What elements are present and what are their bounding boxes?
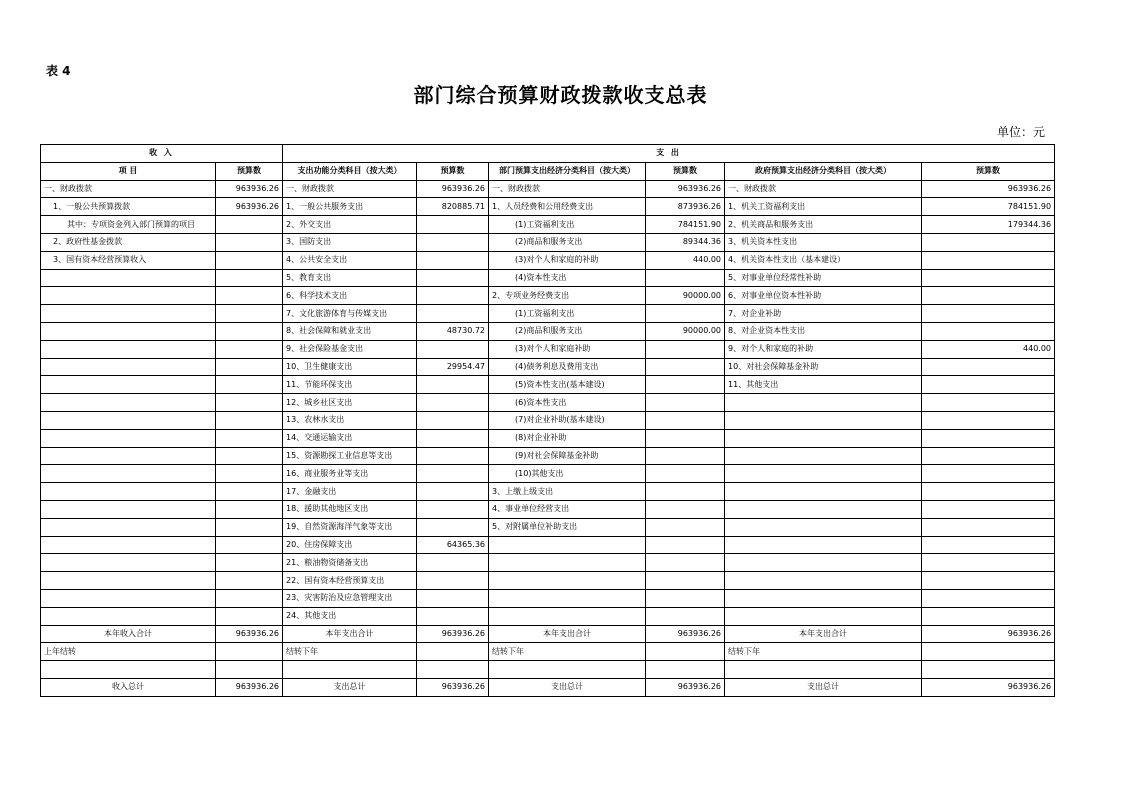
table-cell: 24、其他支出	[283, 607, 417, 625]
table-cell: 963936.26	[922, 625, 1055, 643]
table-cell: 963936.26	[216, 180, 283, 198]
table-cell	[417, 305, 489, 323]
table-cell: 820885.71	[417, 198, 489, 216]
table-cell: 12、城乡社区支出	[283, 394, 417, 412]
table-cell	[216, 233, 283, 251]
table-cell: 440.00	[922, 340, 1055, 358]
table-cell	[646, 661, 725, 679]
table-cell	[417, 411, 489, 429]
table-cell	[216, 358, 283, 376]
table-cell: 10、卫生健康支出	[283, 358, 417, 376]
table-cell	[41, 572, 216, 590]
table-cell	[417, 500, 489, 518]
table-cell: 963936.26	[417, 678, 489, 696]
table-cell	[41, 287, 216, 305]
table-cell	[646, 358, 725, 376]
table-cell	[725, 411, 922, 429]
table-cell	[216, 305, 283, 323]
table-cell: 784151.90	[646, 216, 725, 234]
table-cell	[922, 394, 1055, 412]
table-cell: 15、资源勘探工业信息等支出	[283, 447, 417, 465]
col-header-function-class: 支出功能分类科目（按大类）	[283, 162, 417, 180]
table-cell: (3)对个人和家庭补助	[489, 340, 646, 358]
table-row	[41, 536, 1055, 554]
table-cell	[417, 447, 489, 465]
table-cell: 90000.00	[646, 322, 725, 340]
column-header-row	[41, 162, 1055, 180]
table-cell	[216, 607, 283, 625]
table-cell: 2、机关商品和服务支出	[725, 216, 922, 234]
table-cell	[725, 465, 922, 483]
table-cell: 2、专项业务经费支出	[489, 287, 646, 305]
table-cell: 6、对事业单位资本性补助	[725, 287, 922, 305]
table-cell: 963936.26	[646, 625, 725, 643]
table-row	[41, 198, 1055, 216]
table-cell	[417, 394, 489, 412]
table-cell	[41, 518, 216, 536]
table-cell: 963936.26	[216, 678, 283, 696]
table-cell	[489, 536, 646, 554]
table-cell	[216, 661, 283, 679]
table-cell	[646, 429, 725, 447]
table-cell: (4)债务利息及费用支出	[489, 358, 646, 376]
col-header-budget: 预算数	[417, 162, 489, 180]
table-cell	[216, 394, 283, 412]
table-cell: 支出总计	[725, 678, 922, 696]
table-cell	[922, 269, 1055, 287]
table-cell	[417, 216, 489, 234]
expense-group-header: 支 出	[283, 145, 1055, 163]
table-cell	[725, 607, 922, 625]
table-cell	[922, 589, 1055, 607]
budget-summary-table	[40, 144, 1055, 697]
table-row	[41, 429, 1055, 447]
table-row	[41, 411, 1055, 429]
table-cell: (6)资本性支出	[489, 394, 646, 412]
table-cell	[41, 554, 216, 572]
table-cell	[646, 394, 725, 412]
table-cell	[922, 554, 1055, 572]
table-cell	[41, 411, 216, 429]
table-cell: 1、人员经费和公用经费支出	[489, 198, 646, 216]
table-cell: 3、上缴上级支出	[489, 483, 646, 501]
table-cell: 8、社会保障和就业支出	[283, 322, 417, 340]
table-cell: 963936.26	[417, 625, 489, 643]
table-cell	[417, 340, 489, 358]
table-cell	[417, 607, 489, 625]
income-group-header: 收 入	[41, 145, 283, 163]
table-cell	[417, 589, 489, 607]
table-cell: (3)对个人和家庭的补助	[489, 251, 646, 269]
table-cell	[216, 465, 283, 483]
table-cell	[41, 269, 216, 287]
table-cell: 上年结转	[41, 643, 216, 661]
table-cell	[41, 589, 216, 607]
table-cell	[41, 322, 216, 340]
table-row	[41, 233, 1055, 251]
table-cell: 2、政府性基金拨款	[41, 233, 216, 251]
table-row	[41, 518, 1055, 536]
table-cell	[417, 287, 489, 305]
table-row	[41, 287, 1055, 305]
table-cell	[646, 376, 725, 394]
table-cell: 11、节能环保支出	[283, 376, 417, 394]
table-cell	[216, 340, 283, 358]
table-cell	[216, 322, 283, 340]
table-cell	[725, 500, 922, 518]
table-row	[41, 180, 1055, 198]
table-row	[41, 447, 1055, 465]
table-cell: 结转下年	[283, 643, 417, 661]
table-cell	[725, 518, 922, 536]
table-row	[41, 269, 1055, 287]
table-cell: 48730.72	[417, 322, 489, 340]
table-cell: 4、事业单位经营支出	[489, 500, 646, 518]
table-cell	[216, 251, 283, 269]
table-cell	[41, 429, 216, 447]
table-row	[41, 340, 1055, 358]
group-header-row	[41, 145, 1055, 163]
table-cell	[41, 661, 216, 679]
table-cell: 3、国防支出	[283, 233, 417, 251]
table-cell	[489, 661, 646, 679]
table-cell: 一、财政拨款	[41, 180, 216, 198]
table-row	[41, 394, 1055, 412]
table-cell	[417, 465, 489, 483]
table-cell	[646, 411, 725, 429]
table-cell: 结转下年	[725, 643, 922, 661]
page-title: 部门综合预算财政拨款收支总表	[413, 83, 708, 107]
table-cell: 9、对个人和家庭的补助	[725, 340, 922, 358]
table-cell: (2)商品和服务支出	[489, 322, 646, 340]
table-cell	[646, 500, 725, 518]
table-cell	[41, 607, 216, 625]
table-cell: 1、机关工资福利支出	[725, 198, 922, 216]
table-cell	[216, 500, 283, 518]
table-cell	[41, 500, 216, 518]
table-cell	[922, 376, 1055, 394]
table-cell: 440.00	[646, 251, 725, 269]
table-cell: 64365.36	[417, 536, 489, 554]
table-cell	[417, 572, 489, 590]
table-cell: 4、机关资本性支出（基本建设）	[725, 251, 922, 269]
table-row	[41, 572, 1055, 590]
table-cell	[216, 216, 283, 234]
table-cell	[216, 518, 283, 536]
table-cell: (10)其他支出	[489, 465, 646, 483]
table-cell	[216, 643, 283, 661]
carry-over-row	[41, 643, 1055, 661]
table-row	[41, 500, 1055, 518]
table-cell: 一、财政拨款	[725, 180, 922, 198]
table-cell: (8)对企业补助	[489, 429, 646, 447]
table-cell	[41, 536, 216, 554]
table-cell	[41, 465, 216, 483]
table-cell: 179344.36	[922, 216, 1055, 234]
table-cell	[725, 394, 922, 412]
table-cell	[41, 447, 216, 465]
table-cell	[417, 429, 489, 447]
table-cell	[417, 269, 489, 287]
blank-row	[41, 661, 1055, 679]
table-cell: 其中：专项资金列入部门预算的项目	[41, 216, 216, 234]
table-cell: 2、外交支出	[283, 216, 417, 234]
grand-total-row	[41, 678, 1055, 696]
table-cell: 3、机关资本性支出	[725, 233, 922, 251]
table-cell: 14、交通运输支出	[283, 429, 417, 447]
table-cell	[646, 340, 725, 358]
table-cell: 本年收入合计	[41, 625, 216, 643]
table-cell: 6、科学技术支出	[283, 287, 417, 305]
table-cell	[216, 536, 283, 554]
table-cell	[417, 233, 489, 251]
table-cell	[646, 465, 725, 483]
table-cell	[725, 483, 922, 501]
table-cell	[646, 554, 725, 572]
table-row	[41, 376, 1055, 394]
table-cell	[922, 447, 1055, 465]
table-cell: 5、教育支出	[283, 269, 417, 287]
table-cell	[417, 251, 489, 269]
table-cell	[41, 305, 216, 323]
table-cell: 963936.26	[216, 198, 283, 216]
table-cell	[489, 572, 646, 590]
table-cell	[216, 376, 283, 394]
table-cell	[725, 554, 922, 572]
table-cell	[922, 661, 1055, 679]
table-cell	[725, 429, 922, 447]
table-cell	[922, 572, 1055, 590]
table-cell	[417, 483, 489, 501]
table-cell	[922, 411, 1055, 429]
table-cell: 本年支出合计	[725, 625, 922, 643]
table-cell	[216, 447, 283, 465]
table-cell	[216, 269, 283, 287]
table-cell	[417, 661, 489, 679]
table-cell	[216, 287, 283, 305]
table-cell: 本年支出合计	[283, 625, 417, 643]
table-cell: (2)商品和服务支出	[489, 233, 646, 251]
table-cell: (4)资本性支出	[489, 269, 646, 287]
table-cell: (9)对社会保障基金补助	[489, 447, 646, 465]
table-cell	[41, 394, 216, 412]
table-cell: 一、财政拨款	[489, 180, 646, 198]
table-cell	[922, 233, 1055, 251]
year-total-row	[41, 625, 1055, 643]
table-cell	[646, 589, 725, 607]
table-cell	[646, 607, 725, 625]
table-cell: 89344.36	[646, 233, 725, 251]
table-cell: 963936.26	[646, 678, 725, 696]
table-row	[41, 216, 1055, 234]
table-cell	[922, 251, 1055, 269]
table-cell: 支出总计	[283, 678, 417, 696]
table-body	[41, 180, 1055, 625]
table-cell	[216, 411, 283, 429]
table-cell: 963936.26	[417, 180, 489, 198]
table-cell	[725, 589, 922, 607]
table-cell: 9、社会保险基金支出	[283, 340, 417, 358]
table-cell	[922, 536, 1055, 554]
table-cell	[216, 483, 283, 501]
table-cell	[646, 447, 725, 465]
col-header-budget: 预算数	[216, 162, 283, 180]
table-row	[41, 305, 1055, 323]
table-cell: (1)工资福利支出	[489, 305, 646, 323]
table-cell	[646, 518, 725, 536]
table-cell	[646, 572, 725, 590]
table-cell	[646, 483, 725, 501]
table-cell: 18、援助其他地区支出	[283, 500, 417, 518]
table-cell: 13、农林水支出	[283, 411, 417, 429]
table-cell: 20、住房保障支出	[283, 536, 417, 554]
table-cell	[922, 322, 1055, 340]
table-cell: 本年支出合计	[489, 625, 646, 643]
table-cell	[417, 376, 489, 394]
table-cell: 873936.26	[646, 198, 725, 216]
table-cell	[489, 607, 646, 625]
table-row	[41, 322, 1055, 340]
table-cell	[216, 429, 283, 447]
table-cell	[922, 500, 1055, 518]
table-cell: 4、公共安全支出	[283, 251, 417, 269]
table-row	[41, 251, 1055, 269]
table-row	[41, 358, 1055, 376]
table-cell	[725, 536, 922, 554]
table-row	[41, 554, 1055, 572]
table-cell	[922, 483, 1055, 501]
table-cell: 963936.26	[646, 180, 725, 198]
table-cell	[417, 554, 489, 572]
col-header-gov-economic-class: 政府预算支出经济分类科目（按大类）	[725, 162, 922, 180]
table-cell	[646, 269, 725, 287]
table-cell	[216, 589, 283, 607]
table-row	[41, 607, 1055, 625]
table-cell	[922, 607, 1055, 625]
table-cell: 17、金融支出	[283, 483, 417, 501]
table-cell: 23、灾害防治及应急管理支出	[283, 589, 417, 607]
col-header-item: 项 目	[41, 162, 216, 180]
table-cell: 16、商业服务业等支出	[283, 465, 417, 483]
table-cell	[216, 554, 283, 572]
table-row	[41, 483, 1055, 501]
table-cell	[646, 536, 725, 554]
table-cell	[417, 643, 489, 661]
table-cell: 963936.26	[216, 625, 283, 643]
table-cell: 29954.47	[417, 358, 489, 376]
table-cell: 1、一般公共服务支出	[283, 198, 417, 216]
table-row	[41, 465, 1055, 483]
table-cell	[725, 447, 922, 465]
table-cell: 21、粮油物资储备支出	[283, 554, 417, 572]
table-cell: 收入总计	[41, 678, 216, 696]
table-cell: 支出总计	[489, 678, 646, 696]
table-cell	[922, 358, 1055, 376]
table-cell	[725, 572, 922, 590]
table-cell	[489, 554, 646, 572]
table-cell: 90000.00	[646, 287, 725, 305]
table-cell: 10、对社会保障基金补助	[725, 358, 922, 376]
table-cell	[922, 518, 1055, 536]
table-cell: 3、国有资本经营预算收入	[41, 251, 216, 269]
table-number: 表 4	[46, 64, 71, 78]
table-cell: 784151.90	[922, 198, 1055, 216]
table-cell	[646, 643, 725, 661]
table-cell: (5)资本性支出(基本建设)	[489, 376, 646, 394]
table-cell: 7、对企业补助	[725, 305, 922, 323]
table-cell	[922, 287, 1055, 305]
table-cell: 8、对企业资本性支出	[725, 322, 922, 340]
table-cell: 11、其他支出	[725, 376, 922, 394]
table-cell: 22、国有资本经营预算支出	[283, 572, 417, 590]
table-cell: 19、自然资源海洋气象等支出	[283, 518, 417, 536]
table-cell: 一、财政拨款	[283, 180, 417, 198]
table-cell: 5、对附属单位补助支出	[489, 518, 646, 536]
table-cell	[922, 465, 1055, 483]
table-cell	[725, 661, 922, 679]
table-cell	[417, 518, 489, 536]
table-cell: 1、一般公共预算拨款	[41, 198, 216, 216]
table-cell	[922, 429, 1055, 447]
table-cell	[41, 358, 216, 376]
table-cell	[41, 340, 216, 358]
table-footer	[41, 625, 1055, 696]
col-header-budget: 预算数	[646, 162, 725, 180]
table-cell: 结转下年	[489, 643, 646, 661]
col-header-dept-economic-class: 部门预算支出经济分类科目（按大类）	[489, 162, 646, 180]
table-cell	[216, 572, 283, 590]
table-cell	[922, 305, 1055, 323]
table-cell	[41, 376, 216, 394]
table-cell	[283, 661, 417, 679]
table-cell: (1)工资福利支出	[489, 216, 646, 234]
table-cell: 963936.26	[922, 180, 1055, 198]
col-header-budget: 预算数	[922, 162, 1055, 180]
table-row	[41, 589, 1055, 607]
table-cell	[489, 589, 646, 607]
table-cell	[646, 305, 725, 323]
table-cell: (7)对企业补助(基本建设)	[489, 411, 646, 429]
table-cell: 7、文化旅游体育与传媒支出	[283, 305, 417, 323]
table-cell	[922, 643, 1055, 661]
unit-label: 单位：元	[996, 125, 1045, 139]
table-cell	[41, 483, 216, 501]
table-cell: 5、对事业单位经常性补助	[725, 269, 922, 287]
table-cell: 963936.26	[922, 678, 1055, 696]
